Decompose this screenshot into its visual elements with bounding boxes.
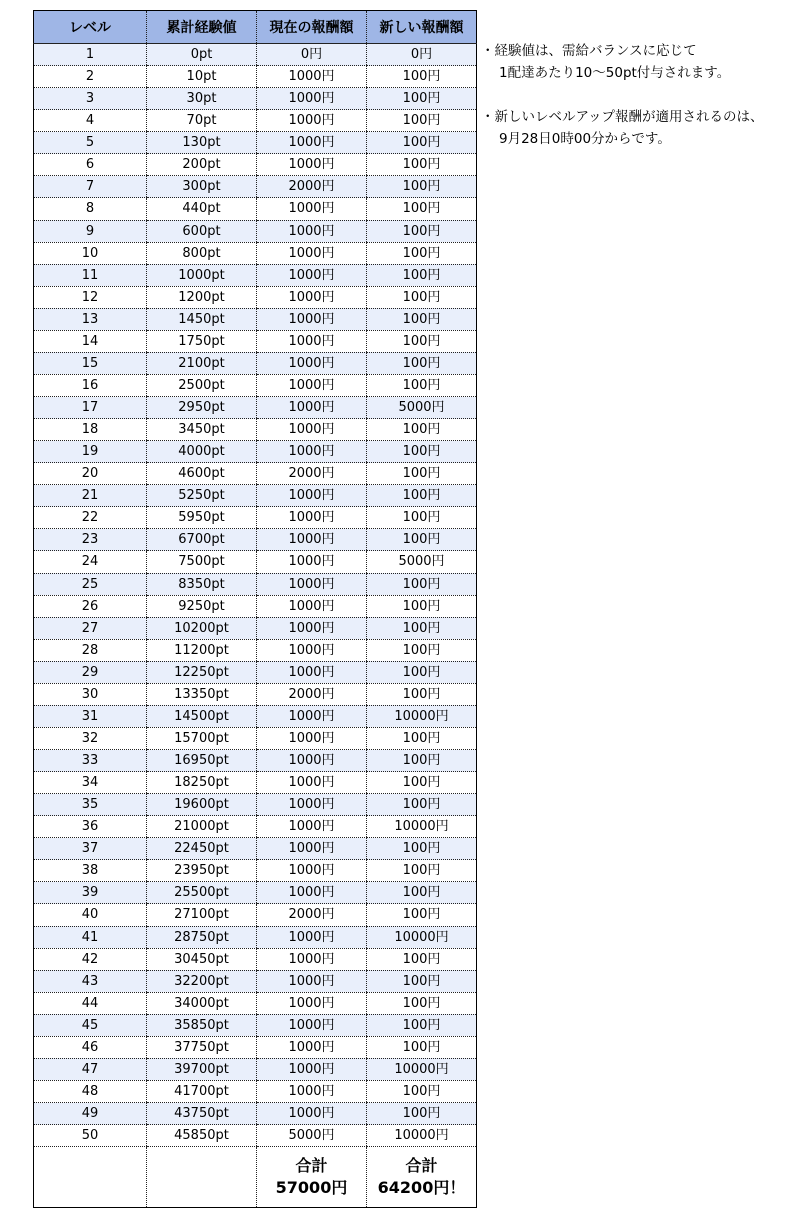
current-reward-cell: 2000円	[257, 683, 367, 705]
current-reward-cell: 1000円	[257, 948, 367, 970]
current-reward-cell: 1000円	[257, 1080, 367, 1102]
table-row	[34, 264, 477, 286]
exp-cell: 10pt	[147, 66, 257, 88]
exp-cell: 14500pt	[147, 705, 257, 727]
table-row	[34, 794, 477, 816]
table-row	[34, 242, 477, 264]
new-reward-cell: 100円	[367, 154, 477, 176]
level-reward-table	[33, 10, 477, 1208]
exp-cell: 600pt	[147, 220, 257, 242]
new-reward-cell: 0円	[367, 44, 477, 66]
table-row	[34, 485, 477, 507]
new-reward-cell: 100円	[367, 838, 477, 860]
current-reward-cell: 1000円	[257, 750, 367, 772]
current-reward-cell: 1000円	[257, 573, 367, 595]
new-reward-cell: 100円	[367, 794, 477, 816]
current-reward-cell: 1000円	[257, 705, 367, 727]
new-reward-cell: 100円	[367, 419, 477, 441]
table-row	[34, 1080, 477, 1102]
level-cell: 29	[34, 661, 147, 683]
exp-cell: 23950pt	[147, 860, 257, 882]
current-reward-cell: 1000円	[257, 882, 367, 904]
level-cell: 24	[34, 551, 147, 573]
new-reward-cell: 100円	[367, 330, 477, 352]
new-reward-cell: 100円	[367, 1036, 477, 1058]
exp-cell: 15700pt	[147, 727, 257, 749]
level-cell: 23	[34, 529, 147, 551]
new-reward-cell: 100円	[367, 463, 477, 485]
current-reward-cell: 1000円	[257, 794, 367, 816]
current-reward-cell: 1000円	[257, 198, 367, 220]
new-reward-cell: 100円	[367, 1103, 477, 1125]
table-row	[34, 727, 477, 749]
table-row	[34, 860, 477, 882]
new-reward-cell: 100円	[367, 661, 477, 683]
note-exp-line1: ・経験値は、需給バランスに応じて	[481, 43, 697, 59]
current-reward-cell: 1000円	[257, 374, 367, 396]
current-reward-cell: 1000円	[257, 992, 367, 1014]
total-empty-cell	[34, 1147, 147, 1208]
table-row	[34, 397, 477, 419]
current-reward-cell: 1000円	[257, 639, 367, 661]
exp-cell: 11200pt	[147, 639, 257, 661]
exp-cell: 21000pt	[147, 816, 257, 838]
table-row	[34, 1058, 477, 1080]
table-row	[34, 970, 477, 992]
exp-cell: 7500pt	[147, 551, 257, 573]
current-reward-cell: 1000円	[257, 727, 367, 749]
exp-cell: 43750pt	[147, 1103, 257, 1125]
exp-cell: 5950pt	[147, 507, 257, 529]
exp-cell: 41700pt	[147, 1080, 257, 1102]
current-reward-cell: 1000円	[257, 66, 367, 88]
exp-cell: 27100pt	[147, 904, 257, 926]
table-row	[34, 705, 477, 727]
level-cell: 18	[34, 419, 147, 441]
level-cell: 19	[34, 441, 147, 463]
table-row	[34, 617, 477, 639]
exp-cell: 5250pt	[147, 485, 257, 507]
level-cell: 6	[34, 154, 147, 176]
note-date-line2: 9月28日0時00分からです。	[499, 131, 671, 147]
table-row	[34, 198, 477, 220]
total-current-cell	[257, 1147, 367, 1208]
header-cumulative-exp: 累計経験値	[147, 11, 257, 44]
current-reward-cell: 1000円	[257, 529, 367, 551]
exp-cell: 2100pt	[147, 352, 257, 374]
level-cell: 3	[34, 88, 147, 110]
new-reward-cell: 100円	[367, 308, 477, 330]
new-reward-cell: 100円	[367, 352, 477, 374]
total-label: 合計	[295, 1156, 328, 1176]
current-reward-cell: 1000円	[257, 88, 367, 110]
level-cell: 22	[34, 507, 147, 529]
total-label: 合計	[405, 1156, 438, 1176]
exp-cell: 0pt	[147, 44, 257, 66]
level-cell: 20	[34, 463, 147, 485]
new-reward-cell: 100円	[367, 882, 477, 904]
exp-cell: 1450pt	[147, 308, 257, 330]
level-cell: 4	[34, 110, 147, 132]
new-reward-cell: 100円	[367, 441, 477, 463]
level-cell: 50	[34, 1125, 147, 1147]
level-cell: 47	[34, 1058, 147, 1080]
current-reward-cell: 0円	[257, 44, 367, 66]
current-reward-cell: 1000円	[257, 220, 367, 242]
table-row	[34, 419, 477, 441]
level-cell: 44	[34, 992, 147, 1014]
new-reward-cell: 100円	[367, 88, 477, 110]
table-row	[34, 308, 477, 330]
level-cell: 9	[34, 220, 147, 242]
level-cell: 2	[34, 66, 147, 88]
level-cell: 37	[34, 838, 147, 860]
exp-cell: 1000pt	[147, 264, 257, 286]
exp-cell: 35850pt	[147, 1014, 257, 1036]
table-row	[34, 286, 477, 308]
level-cell: 16	[34, 374, 147, 396]
new-reward-cell: 5000円	[367, 397, 477, 419]
table-row	[34, 904, 477, 926]
new-reward-cell: 100円	[367, 264, 477, 286]
current-reward-cell: 1000円	[257, 485, 367, 507]
current-reward-cell: 2000円	[257, 176, 367, 198]
level-cell: 28	[34, 639, 147, 661]
table-row	[34, 992, 477, 1014]
level-cell: 17	[34, 397, 147, 419]
current-reward-cell: 1000円	[257, 1058, 367, 1080]
new-reward-cell: 100円	[367, 507, 477, 529]
table-row	[34, 330, 477, 352]
table-row	[34, 683, 477, 705]
level-cell: 39	[34, 882, 147, 904]
exp-cell: 130pt	[147, 132, 257, 154]
total-current-value: 57000円	[275, 1178, 348, 1198]
new-reward-cell: 100円	[367, 1080, 477, 1102]
level-cell: 31	[34, 705, 147, 727]
table-row	[34, 573, 477, 595]
note-date-line1: ・新しいレベルアップ報酬が適用されるのは、	[481, 109, 764, 125]
exp-cell: 34000pt	[147, 992, 257, 1014]
level-cell: 21	[34, 485, 147, 507]
table-row	[34, 551, 477, 573]
exp-cell: 32200pt	[147, 970, 257, 992]
exp-cell: 19600pt	[147, 794, 257, 816]
current-reward-cell: 1000円	[257, 441, 367, 463]
new-reward-cell: 100円	[367, 374, 477, 396]
level-cell: 7	[34, 176, 147, 198]
new-reward-cell: 10000円	[367, 705, 477, 727]
level-cell: 34	[34, 772, 147, 794]
exp-cell: 200pt	[147, 154, 257, 176]
table-row	[34, 132, 477, 154]
new-reward-cell: 100円	[367, 176, 477, 198]
new-reward-cell: 100円	[367, 485, 477, 507]
level-cell: 35	[34, 794, 147, 816]
exp-cell: 13350pt	[147, 683, 257, 705]
current-reward-cell: 1000円	[257, 1103, 367, 1125]
total-new-cell	[367, 1147, 477, 1208]
exp-cell: 9250pt	[147, 595, 257, 617]
current-reward-cell: 1000円	[257, 926, 367, 948]
table-row	[34, 352, 477, 374]
table-row	[34, 1125, 477, 1147]
exp-cell: 1200pt	[147, 286, 257, 308]
level-cell: 46	[34, 1036, 147, 1058]
new-reward-cell: 100円	[367, 595, 477, 617]
level-cell: 15	[34, 352, 147, 374]
table-row	[34, 507, 477, 529]
current-reward-cell: 1000円	[257, 617, 367, 639]
current-reward-cell: 1000円	[257, 264, 367, 286]
level-cell: 12	[34, 286, 147, 308]
table-row	[34, 66, 477, 88]
table-row	[34, 110, 477, 132]
level-cell: 5	[34, 132, 147, 154]
level-cell: 25	[34, 573, 147, 595]
exp-cell: 16950pt	[147, 750, 257, 772]
exp-cell: 22450pt	[147, 838, 257, 860]
exp-cell: 8350pt	[147, 573, 257, 595]
note-exp	[481, 40, 807, 84]
new-reward-cell: 100円	[367, 772, 477, 794]
note-exp-line2: 1配達あたり10〜50pt付与されます。	[499, 65, 731, 81]
current-reward-cell: 1000円	[257, 816, 367, 838]
level-cell: 43	[34, 970, 147, 992]
new-reward-cell: 10000円	[367, 1058, 477, 1080]
current-reward-cell: 1000円	[257, 110, 367, 132]
new-reward-cell: 100円	[367, 639, 477, 661]
level-cell: 27	[34, 617, 147, 639]
new-reward-cell: 100円	[367, 132, 477, 154]
exp-cell: 12250pt	[147, 661, 257, 683]
current-reward-cell: 1000円	[257, 1014, 367, 1036]
level-cell: 45	[34, 1014, 147, 1036]
new-reward-cell: 10000円	[367, 816, 477, 838]
level-cell: 10	[34, 242, 147, 264]
level-cell: 48	[34, 1080, 147, 1102]
exp-cell: 440pt	[147, 198, 257, 220]
exp-cell: 28750pt	[147, 926, 257, 948]
table-row	[34, 838, 477, 860]
exp-cell: 1750pt	[147, 330, 257, 352]
new-reward-cell: 100円	[367, 970, 477, 992]
header-new-reward: 新しい報酬額	[367, 11, 477, 44]
exp-cell: 10200pt	[147, 617, 257, 639]
current-reward-cell: 1000円	[257, 397, 367, 419]
level-cell: 11	[34, 264, 147, 286]
exp-cell: 4600pt	[147, 463, 257, 485]
new-reward-cell: 5000円	[367, 551, 477, 573]
level-cell: 36	[34, 816, 147, 838]
current-reward-cell: 1000円	[257, 551, 367, 573]
current-reward-cell: 2000円	[257, 463, 367, 485]
current-reward-cell: 1000円	[257, 132, 367, 154]
new-reward-cell: 100円	[367, 220, 477, 242]
level-cell: 38	[34, 860, 147, 882]
new-reward-cell: 100円	[367, 904, 477, 926]
exp-cell: 37750pt	[147, 1036, 257, 1058]
new-reward-cell: 100円	[367, 617, 477, 639]
exp-cell: 6700pt	[147, 529, 257, 551]
exp-cell: 70pt	[147, 110, 257, 132]
table-row	[34, 1036, 477, 1058]
exp-cell: 25500pt	[147, 882, 257, 904]
exp-cell: 4000pt	[147, 441, 257, 463]
current-reward-cell: 1000円	[257, 154, 367, 176]
exp-cell: 39700pt	[147, 1058, 257, 1080]
exp-cell: 2950pt	[147, 397, 257, 419]
level-cell: 40	[34, 904, 147, 926]
new-reward-cell: 100円	[367, 242, 477, 264]
level-cell: 1	[34, 44, 147, 66]
level-cell: 14	[34, 330, 147, 352]
new-reward-cell: 10000円	[367, 926, 477, 948]
new-reward-cell: 100円	[367, 529, 477, 551]
exp-cell: 18250pt	[147, 772, 257, 794]
table-row	[34, 441, 477, 463]
table-row	[34, 463, 477, 485]
table-row	[34, 374, 477, 396]
table-row	[34, 220, 477, 242]
exp-cell: 45850pt	[147, 1125, 257, 1147]
table-row	[34, 926, 477, 948]
level-cell: 41	[34, 926, 147, 948]
new-reward-cell: 100円	[367, 198, 477, 220]
table-row	[34, 816, 477, 838]
level-cell: 49	[34, 1103, 147, 1125]
current-reward-cell: 1000円	[257, 308, 367, 330]
level-cell: 26	[34, 595, 147, 617]
level-cell: 33	[34, 750, 147, 772]
current-reward-cell: 2000円	[257, 904, 367, 926]
table-row	[34, 529, 477, 551]
table-body	[34, 44, 477, 1208]
current-reward-cell: 1000円	[257, 286, 367, 308]
table-row	[34, 595, 477, 617]
table-row	[34, 772, 477, 794]
current-reward-cell: 1000円	[257, 661, 367, 683]
new-reward-cell: 100円	[367, 1014, 477, 1036]
table-row	[34, 154, 477, 176]
header-current-reward: 現在の報酬額	[257, 11, 367, 44]
current-reward-cell: 1000円	[257, 595, 367, 617]
current-reward-cell: 1000円	[257, 507, 367, 529]
new-reward-cell: 100円	[367, 683, 477, 705]
table-row	[34, 750, 477, 772]
new-reward-cell: 100円	[367, 286, 477, 308]
table-row	[34, 639, 477, 661]
table-row	[34, 88, 477, 110]
table-row	[34, 44, 477, 66]
current-reward-cell: 1000円	[257, 772, 367, 794]
exp-cell: 2500pt	[147, 374, 257, 396]
total-new-value: 64200円！	[377, 1178, 466, 1198]
exp-cell: 3450pt	[147, 419, 257, 441]
current-reward-cell: 1000円	[257, 330, 367, 352]
new-reward-cell: 100円	[367, 573, 477, 595]
current-reward-cell: 1000円	[257, 419, 367, 441]
current-reward-cell: 1000円	[257, 970, 367, 992]
exp-cell: 30pt	[147, 88, 257, 110]
current-reward-cell: 1000円	[257, 242, 367, 264]
table-header-row	[34, 11, 477, 44]
exp-cell: 300pt	[147, 176, 257, 198]
current-reward-cell: 5000円	[257, 1125, 367, 1147]
new-reward-cell: 100円	[367, 66, 477, 88]
new-reward-cell: 100円	[367, 727, 477, 749]
level-cell: 8	[34, 198, 147, 220]
level-cell: 42	[34, 948, 147, 970]
new-reward-cell: 100円	[367, 750, 477, 772]
table-row	[34, 948, 477, 970]
level-cell: 13	[34, 308, 147, 330]
table-row	[34, 176, 477, 198]
level-cell: 32	[34, 727, 147, 749]
new-reward-cell: 10000円	[367, 1125, 477, 1147]
exp-cell: 800pt	[147, 242, 257, 264]
header-level: レベル	[34, 11, 147, 44]
new-reward-cell: 100円	[367, 992, 477, 1014]
current-reward-cell: 1000円	[257, 1036, 367, 1058]
total-row	[34, 1147, 477, 1208]
new-reward-cell: 100円	[367, 110, 477, 132]
current-reward-cell: 1000円	[257, 352, 367, 374]
note-effective-date	[481, 106, 807, 150]
level-cell: 30	[34, 683, 147, 705]
new-reward-cell: 100円	[367, 860, 477, 882]
total-empty-cell	[147, 1147, 257, 1208]
table-row	[34, 1014, 477, 1036]
current-reward-cell: 1000円	[257, 838, 367, 860]
current-reward-cell: 1000円	[257, 860, 367, 882]
table-row	[34, 1103, 477, 1125]
new-reward-cell: 100円	[367, 948, 477, 970]
notes-panel	[481, 40, 807, 172]
table-row	[34, 661, 477, 683]
exp-cell: 30450pt	[147, 948, 257, 970]
table-row	[34, 882, 477, 904]
